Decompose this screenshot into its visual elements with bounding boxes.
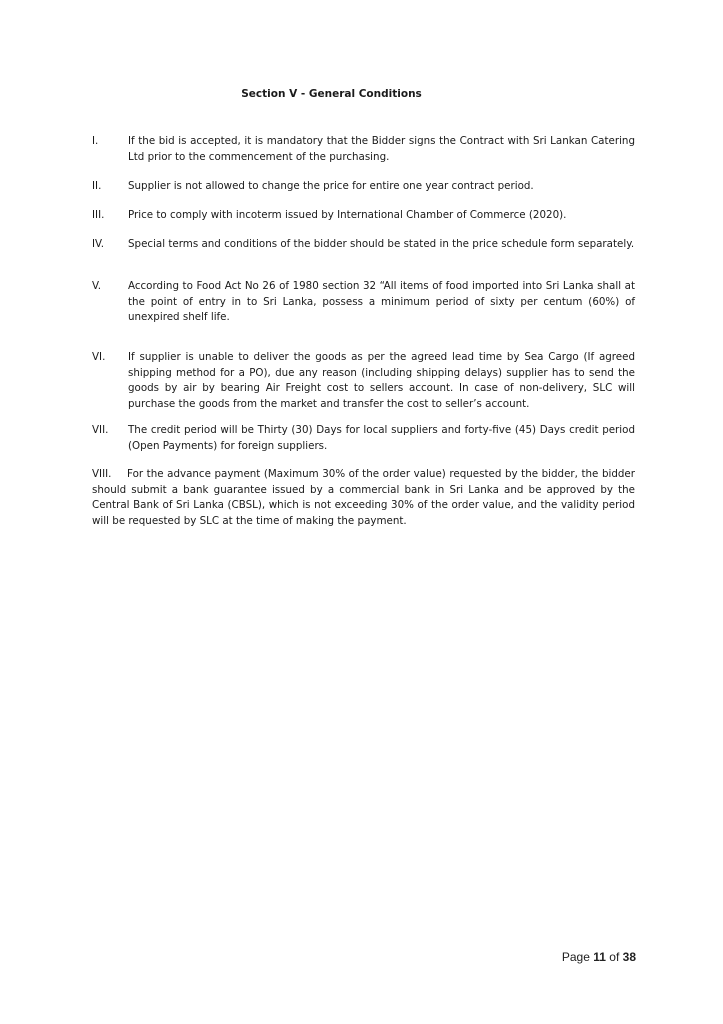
item-number: III. — [92, 209, 105, 221]
condition-item-8 — [92, 467, 635, 529]
item-number: VIII. — [92, 468, 112, 480]
condition-item-5 — [92, 279, 635, 326]
item-number: V. — [92, 280, 101, 292]
condition-item-3 — [92, 208, 635, 224]
condition-item-4 — [92, 237, 635, 253]
item-text: According to Food Act No 26 of 1980 section 32 “All items of food imported into Sri Lanka shall at the point of entry in to Sri Lanka, possess a minimum period of sixty per centum (60%) of unexpired shelf life. — [128, 280, 635, 323]
item-text: Supplier is not allowed to change the price for entire one year contract period. — [128, 180, 534, 192]
condition-item-7 — [92, 423, 635, 454]
total-pages-number: 38 — [622, 950, 636, 964]
condition-item-6 — [92, 350, 635, 412]
section-title: Section V - General Conditions — [241, 88, 422, 100]
page-label: Page — [561, 950, 590, 964]
item-text: The credit period will be Thirty (30) Days for local suppliers and forty-five (45) Days credit period (Open Payments) for foreign suppliers. — [128, 424, 635, 452]
item-number: II. — [92, 180, 102, 192]
of-label: of — [609, 950, 620, 964]
item-text: Special terms and conditions of the bidder should be stated in the price schedule form separately. — [128, 238, 635, 250]
item-text: If supplier is unable to deliver the goods as per the agreed lead time by Sea Cargo (If agreed shipping method for a PO), due any reason (including shipping delays) supplier has to send the goods by air by bearing Air Freight cost to sellers account. In case of non-delivery, SLC will purchase the goods from the market and transfer the cost to seller’s account. — [128, 351, 635, 410]
item-number: VI. — [92, 351, 106, 363]
item-number: IV. — [92, 238, 105, 250]
condition-item-2 — [92, 179, 635, 195]
item-text: Price to comply with incoterm issued by International Chamber of Commerce (2020). — [128, 209, 567, 221]
item-number: VII. — [92, 424, 109, 436]
condition-item-1 — [92, 134, 635, 165]
current-page-number: 11 — [593, 950, 606, 964]
item-text: If the bid is accepted, it is mandatory that the Bidder signs the Contract with Sri Lankan Catering Ltd prior to the commencement of the purchasing. — [128, 135, 635, 163]
page-footer — [562, 950, 636, 964]
item-number: I. — [92, 135, 99, 147]
item-text: For the advance payment (Maximum 30% of the order value) requested by the bidder, the bidder should submit a bank guarantee issued by a commercial bank in Sri Lanka and be approved by the Central Bank of Sri Lanka (CBSL), which is not exceeding 30% of the order value, and the validity period will be requested by SLC at the time of making the payment. — [92, 468, 635, 527]
